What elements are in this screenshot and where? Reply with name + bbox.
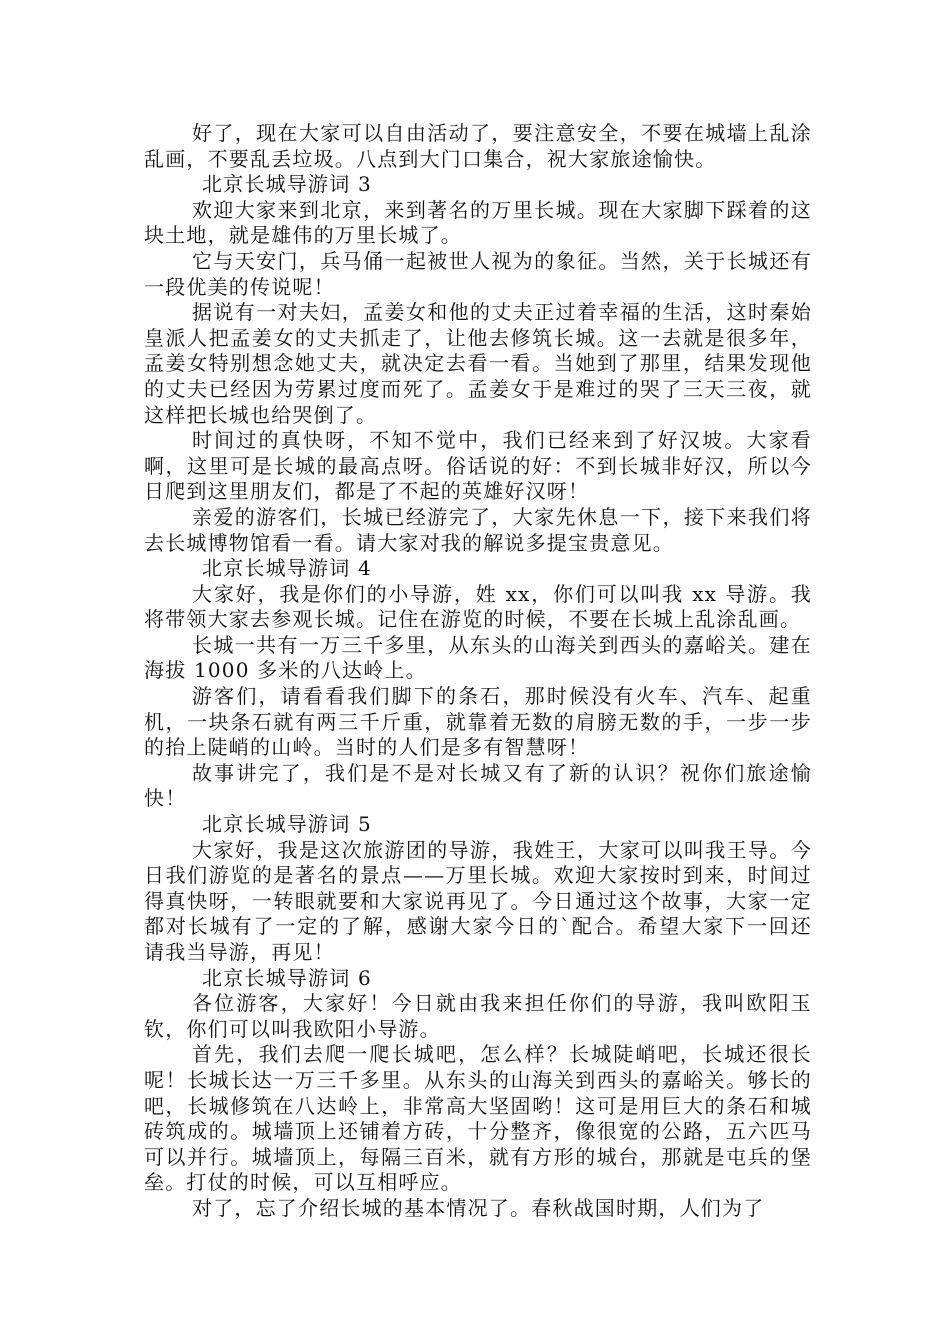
section-heading: 北京长城导游词 3 (202, 172, 372, 197)
paragraph: 游客们，请看看我们脚下的条石，那时候没有火车、汽车、起重机，一块条石就有两三千斤重，就靠着无数的肩膀无数的手，一步一步的抬上陡峭的山岭。当时的人们是多有智慧呀！ (144, 684, 812, 760)
paragraph: 长城一共有一万三千多里，从东头的山海关到西头的嘉峪关。建在海拔 1000 多米的八达岭上。 (144, 632, 812, 683)
paragraph: 欢迎大家来到北京，来到著名的万里长城。现在大家脚下踩着的这块土地，就是雄伟的万里长城了。 (144, 197, 812, 248)
paragraph: 对了，忘了介绍长城的基本情况了。春秋战国时期，人们为了 (192, 1195, 765, 1220)
paragraph: 大家好，我是这次旅游团的导游，我姓王，大家可以叫我王导。今日我们游览的是著名的景点——万里长城。欢迎大家按时到来，时间过得真快呀，一转眼就要和大家说再见了。今日通过这个故事，大家一定都对长城有了一定的了解，感谢大家今日的`配合。希望大家下一回还请我当导游，再见！ (144, 837, 812, 964)
section-heading: 北京长城导游词 5 (202, 812, 372, 837)
paragraph: 各位游客，大家好！今日就由我来担任你们的导游，我叫欧阳玉钦，你们可以叫我欧阳小导游。 (144, 991, 812, 1041)
document-body (144, 121, 812, 1222)
section-heading: 北京长城导游词 6 (202, 965, 372, 990)
section-heading: 北京长城导游词 4 (202, 556, 372, 581)
paragraph: 故事讲完了，我们是不是对长城又有了新的认识？祝你们旅途愉快！ (144, 760, 812, 811)
paragraph: 好了，现在大家可以自由活动了，要注意安全，不要在城墙上乱涂乱画，不要乱丢垃圾。八点到大门口集合，祝大家旅途愉快。 (144, 121, 812, 171)
paragraph: 据说有一对夫妇，孟姜女和他的丈夫正过着幸福的生活，这时秦始皇派人把孟姜女的丈夫抓走了，让他去修筑长城。这一去就是很多年，孟姜女特别想念她丈夫，就决定去看一看。当她到了那里，结果发现他的丈夫已经因为劳累过度而死了。孟姜女于是难过的哭了三天三夜，就这样把长城也给哭倒了。 (144, 300, 812, 427)
paragraph: 它与天安门，兵马俑一起被世人视为的象征。当然，关于长城还有一段优美的传说呢！ (144, 248, 812, 299)
paragraph: 时间过的真快呀，不知不觉中，我们已经来到了好汉坡。大家看啊，这里可是长城的最高点呀。俗话说的好：不到长城非好汉，所以今日爬到这里朋友们，都是了不起的英雄好汉呀！ (144, 428, 812, 504)
paragraph: 首先，我们去爬一爬长城吧，怎么样？长城陡峭吧，长城还很长呢！长城长达一万三千多里。从东头的山海关到西头的嘉峪关。够长的吧，长城修筑在八达岭上，非常高大坚固哟！这可是用巨大的条石和城砖筑成的。城墙顶上还铺着方砖，十分整齐，像很宽的公路，五六匹马可以并行。城墙顶上，每隔三百米，就有方形的城台，那就是屯兵的堡垒。打仗的时候，可以互相呼应。 (144, 1042, 812, 1195)
paragraph: 大家好，我是你们的小导游，姓 xx，你们可以叫我 xx 导游。我将带领大家去参观长城。记住在游览的时候，不要在长城上乱涂乱画。 (144, 581, 812, 632)
paragraph: 亲爱的游客们，长城已经游完了，大家先休息一下，接下来我们将去长城博物馆看一看。请大家对我的解说多提宝贵意见。 (144, 504, 812, 555)
